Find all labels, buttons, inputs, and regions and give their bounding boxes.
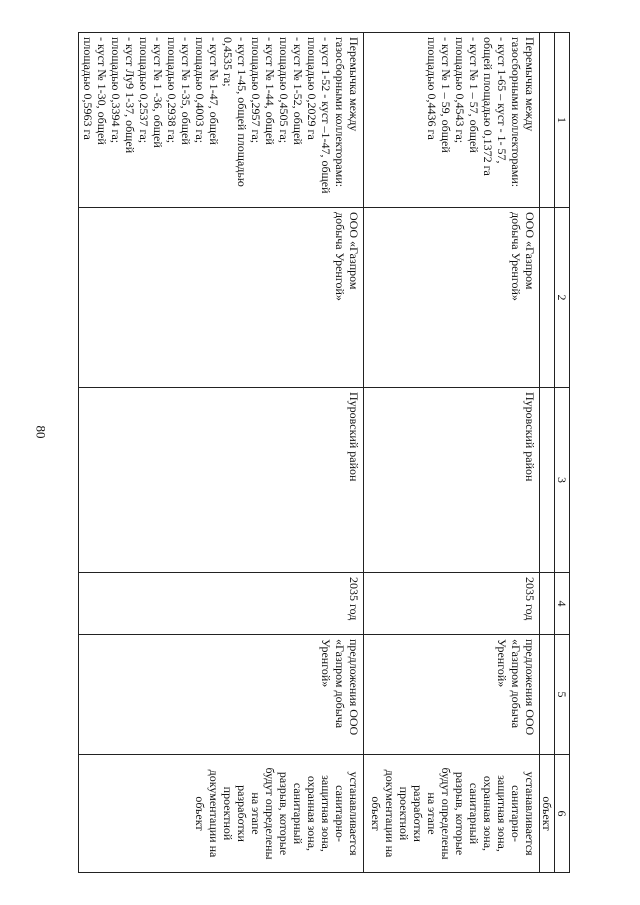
cell-line: разрыв, которые xyxy=(277,771,291,856)
cell-line: санитарно- xyxy=(509,785,523,842)
cell-line: - куст 1-45, общей площадью xyxy=(235,37,249,187)
page-number: 80 xyxy=(33,425,48,439)
cell-line: - куст 1-52 - куст –1-47, общей xyxy=(319,37,333,194)
basis-cell xyxy=(79,635,364,755)
header-col-2: 2 xyxy=(555,208,570,388)
location-cell xyxy=(364,388,540,573)
cell-line: «Газпром добыча xyxy=(333,639,347,729)
header-col-6: 6 xyxy=(555,755,570,873)
cell-line: разработки xyxy=(235,785,249,842)
cell-line: проектной xyxy=(221,786,235,841)
prev-cell-4 xyxy=(540,573,555,635)
cell-line: Уренгой» xyxy=(495,639,509,688)
deadline-cell xyxy=(79,573,364,635)
cell-line: площадью 0,2957 га; xyxy=(249,37,263,144)
owner-cell xyxy=(79,208,364,388)
cell-line: - куст 1-65 – куст - 1- 57, xyxy=(495,37,509,164)
cell-line: разрыв, которые xyxy=(453,771,467,856)
cell-line: будут определены xyxy=(263,767,277,860)
prev-cell-5 xyxy=(540,635,555,755)
cell-line: будут определены xyxy=(439,767,453,860)
cell-line: ООО «Газпром xyxy=(347,212,361,290)
cell-line: защитная зона, xyxy=(495,775,509,852)
basis-cell xyxy=(364,635,540,755)
cell-line: площадью 0,2029 га xyxy=(305,37,319,140)
owner-cell xyxy=(364,208,540,388)
cell-line: 2035 год xyxy=(347,577,361,621)
cell-line: предложения ООО xyxy=(347,639,361,736)
cell-line: документации на xyxy=(207,769,221,858)
cell-line: - куст № 1-30, общей xyxy=(95,37,109,145)
table-row xyxy=(364,33,540,873)
location-cell xyxy=(79,388,364,573)
zone-cell xyxy=(79,755,364,873)
cell-line: Пуровский район xyxy=(347,392,361,482)
zone-cell xyxy=(364,755,540,873)
cell-line: - куст № 1 -36, общей xyxy=(151,37,165,148)
cell-line: площадью 0,5963 га xyxy=(81,37,95,140)
cell-line: площадью 0,4543 га; xyxy=(453,37,467,144)
header-col-4: 4 xyxy=(555,573,570,635)
cell-line: охранная зона, xyxy=(481,775,495,852)
cell-line: объект xyxy=(193,796,207,831)
cell-line: проектной xyxy=(397,786,411,841)
header-col-3: 3 xyxy=(555,388,570,573)
cell-line: - куст Лу9 1-37, общей xyxy=(123,37,137,154)
cell-line: санитарный xyxy=(291,782,305,845)
cell-line: площадью 0,4505 га; xyxy=(277,37,291,144)
cell-line: охранная зона, xyxy=(305,775,319,852)
cell-line: Пуровский район xyxy=(523,392,537,482)
prev-cell-2 xyxy=(540,208,555,388)
continued-row xyxy=(540,33,555,873)
cell-line: газосборными коллекторами: xyxy=(333,37,347,188)
cell-line: добыча Уренгой» xyxy=(509,212,523,301)
cell-line: 0,4535 га; xyxy=(221,37,235,87)
cell-line: площадью 0,3394 га; xyxy=(109,37,123,144)
cell-line: - куст № 1-52, общей xyxy=(291,37,305,145)
cell-line: - куст № 1-47, общей xyxy=(207,37,221,145)
cell-line: площадью 0,4436 га xyxy=(425,37,439,140)
table-header-row xyxy=(555,33,570,873)
cell-line: Уренгой» xyxy=(319,639,333,688)
object-name-cell xyxy=(79,33,364,208)
cell-line: газосборными коллекторами: xyxy=(509,37,523,188)
cell-line: санитарно- xyxy=(333,785,347,842)
cell-line: - куст № 1-35, общей xyxy=(179,37,193,145)
cell-line: площадью 0,2938 га; xyxy=(165,37,179,144)
table-row xyxy=(79,33,364,873)
cell-line: на этапе xyxy=(249,792,263,835)
header-col-1: 1 xyxy=(555,33,570,208)
prev-cell-1 xyxy=(540,33,555,208)
cell-line: защитная зона, xyxy=(319,775,333,852)
cell-line: - куст № 1 – 57, общей xyxy=(467,37,481,153)
cell-line: площадью 0,4003 га; xyxy=(193,37,207,144)
cell-line: предложения ООО xyxy=(523,639,537,736)
header-col-5: 5 xyxy=(555,635,570,755)
object-name-cell xyxy=(364,33,540,208)
cell-line: документации на xyxy=(383,769,397,858)
rotated-table-wrapper xyxy=(81,32,570,872)
cell-line: объект xyxy=(369,796,383,831)
prev-cell-6: объект xyxy=(540,755,555,873)
cell-line: площадью 0,2537 га; xyxy=(137,37,151,144)
cell-line: разработки xyxy=(411,785,425,842)
cell-line: Перемычка между xyxy=(523,37,537,132)
deadline-cell xyxy=(364,573,540,635)
cell-line: Перемычка между xyxy=(347,37,361,132)
cell-line: санитарный xyxy=(467,782,481,845)
cell-line: - куст № 1 – 59, общей xyxy=(439,37,453,153)
cell-line: добыча Уренгой» xyxy=(333,212,347,301)
cell-line: устанавливается xyxy=(523,771,537,856)
cell-line: «Газпром добыча xyxy=(509,639,523,729)
cell-line: устанавливается xyxy=(347,771,361,856)
zones-table xyxy=(78,32,570,873)
cell-line: 2035 год xyxy=(523,577,537,621)
cell-line: - куст № 1-44, общей xyxy=(263,37,277,145)
cell-line: на этапе xyxy=(425,792,439,835)
cell-line: общей площадью 0,1372 га xyxy=(481,37,495,176)
cell-line: ООО «Газпром xyxy=(523,212,537,290)
prev-cell-3 xyxy=(540,388,555,573)
